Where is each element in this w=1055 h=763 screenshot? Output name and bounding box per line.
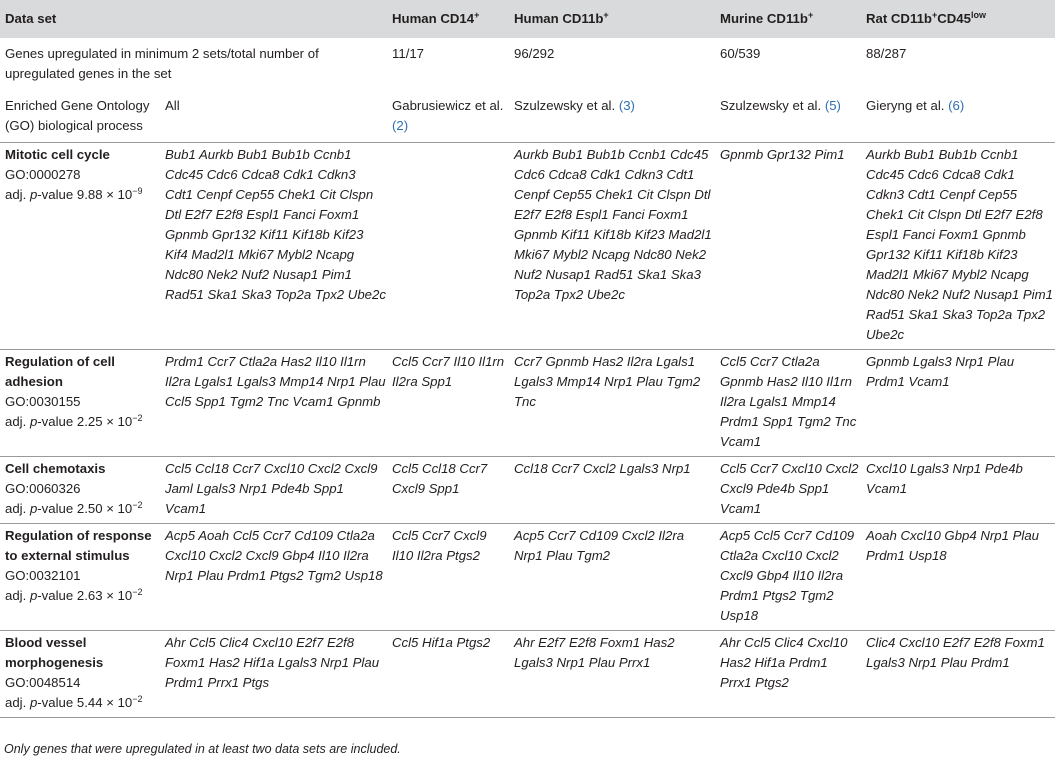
genes-rat: Aoah Cxcl10 Gbp4 Nrp1 Plau Prdm1 Usp18 <box>861 524 1055 631</box>
genes-count-rat: 88/287 <box>861 38 1055 90</box>
genes-murine-cd11b: Ccl5 Ccr7 Ctla2a Gpnmb Has2 Il10 Il1rn Il2ra Lgals1 Mmp14 Prdm1 Spp1 Tgm2 Tnc Vcam1 <box>715 350 861 457</box>
go-term-name: Blood vessel morphogenesis <box>5 635 104 670</box>
table-footnote: Only genes that were upregulated in at least two data sets are included. <box>4 742 401 756</box>
genes-human-cd14: Ccl5 Hif1a Ptgs2 <box>387 631 509 718</box>
adj-p-value: adj. p-value $2.25 \times 10^{-2}$ <box>5 413 143 429</box>
genes-rat: Aurkb Bub1 Bub1b Ccnb1 Cdc45 Cdc6 Cdca8 Cdk1 Cdkn3 Cdt1 Cenpf Cep55 Chek1 Cit Clspn Dtl E2f7 E2f8 Espl1 Fanci Foxm1 Gpnmb Gpr132 Kif11 Kif18b Kif23 Mad2l1 Mki67 Mybl2 Ncapg Ndc80 Nek2 Nuf2 Nusap1 Pim1 Rad51 Ska1 Ska3 Top2a Tpx2 Ube2c <box>861 143 1055 350</box>
go-term-row <box>0 350 1055 457</box>
reference-link[interactable]: (3) <box>618 98 635 113</box>
genes-murine-cd11b: Acp5 Ccl5 Ccr7 Cd109 Ctla2a Cxcl10 Cxcl2 Cxcl9 Gbp4 Il10 Il2ra Prdm1 Ptgs2 Tgm2 Usp18 <box>715 524 861 631</box>
go-source-rat: Gieryng et al. (6) <box>861 90 1055 143</box>
reference-link[interactable]: (5) <box>824 98 841 113</box>
genes-rat: Cxcl10 Lgals3 Nrp1 Pde4b Vcam1 <box>861 457 1055 524</box>
genes-count-human-cd11b: 96/292 <box>509 38 715 90</box>
adj-p-value: adj. p-value $5.44 \times 10^{-2}$ <box>5 694 143 710</box>
go-term-name: Regulation of cell adhesion <box>5 354 115 389</box>
genes-all: Ahr Ccl5 Clic4 Cxcl10 E2f7 E2f8 Foxm1 Has2 Hif1a Lgals3 Nrp1 Plau Prdm1 Prrx1 Ptgs <box>160 631 387 718</box>
go-term-row <box>0 524 1055 631</box>
genes-all: Ccl5 Ccl18 Ccr7 Cxcl10 Cxcl2 Cxcl9 Jaml Lgals3 Nrp1 Pde4b Spp1 Vcam1 <box>160 457 387 524</box>
genes-human-cd14: Ccl5 Ccr7 Il10 Il1rn Il2ra Spp1 <box>387 350 509 457</box>
genes-all: Prdm1 Ccr7 Ctla2a Has2 Il10 Il1rn Il2ra Lgals1 Lgals3 Mmp14 Nrp1 Plau Ccl5 Spp1 Tgm2 Tnc Vcam1 Gpnmb <box>160 350 387 457</box>
go-term-row <box>0 457 1055 524</box>
header-rat-cd11b-cd45low: Rat $CD11b^+CD45^{low}$ <box>866 10 986 26</box>
genes-all: Bub1 Aurkb Bub1 Bub1b Ccnb1 Cdc45 Cdc6 Cdca8 Cdk1 Cdkn3 Cdt1 Cenpf Cep55 Chek1 Cit Clspn Dtl E2f7 E2f8 Espl1 Fanci Foxm1 Gpnmb Gpr132 Kif11 Kif18b Kif23 Kif4 Mad2l1 Mki67 Mybl2 Ncapg Ndc80 Nek2 Nuf2 Nusap1 Pim1 Rad51 Ska1 Ska3 Top2a Tpx2 Ube2c <box>160 143 387 350</box>
genes-human-cd11b: Ahr E2f7 E2f8 Foxm1 Has2 Lgals3 Nrp1 Plau Prrx1 <box>509 631 715 718</box>
genes-count-murine-cd11b: 60/539 <box>715 38 861 90</box>
go-term-cell <box>0 631 160 718</box>
go-term-cell <box>0 457 160 524</box>
adj-p-value: adj. p-value $9.88 \times 10^{-9}$ <box>5 186 143 202</box>
header-all <box>160 0 387 38</box>
genes-human-cd11b: Ccl18 Ccr7 Cxcl2 Lgals3 Nrp1 <box>509 457 715 524</box>
adj-p-value: adj. p-value $2.50 \times 10^{-2}$ <box>5 500 143 516</box>
go-id: GO:0048514 <box>5 675 81 690</box>
genes-human-cd14 <box>387 143 509 350</box>
genes-count-row <box>0 38 1055 90</box>
header-human-cd14: Human CD14+ <box>392 10 480 26</box>
go-id: GO:0030155 <box>5 394 81 409</box>
header-data-set: Data set <box>5 11 57 26</box>
genes-rat: Gpnmb Lgals3 Nrp1 Plau Prdm1 Vcam1 <box>861 350 1055 457</box>
genes-all: Acp5 Aoah Ccl5 Ccr7 Cd109 Ctla2a Cxcl10 Cxcl2 Cxcl9 Gbp4 Il10 Il2ra Nrp1 Plau Prdm1 Ptgs2 Tgm2 Usp18 <box>160 524 387 631</box>
header-row <box>0 0 1055 38</box>
genes-count-label: Genes upregulated in minimum 2 sets/total number of upregulated genes in the set <box>0 38 387 90</box>
genes-human-cd11b: Acp5 Ccr7 Cd109 Cxcl2 Il2ra Nrp1 Plau Tgm2 <box>509 524 715 631</box>
genes-count-human-cd14: 11/17 <box>387 38 509 90</box>
go-term-name: Cell chemotaxis <box>5 461 106 476</box>
go-id: GO:0060326 <box>5 481 81 496</box>
genes-murine-cd11b: Ccl5 Ccr7 Cxcl10 Cxcl2 Cxcl9 Pde4b Spp1 Vcam1 <box>715 457 861 524</box>
go-source-murine-cd11b: Szulzewsky et al. (5) <box>715 90 861 143</box>
go-term-row <box>0 631 1055 718</box>
genes-murine-cd11b: Ahr Ccl5 Clic4 Cxcl10 Has2 Hif1a Prdm1 Prrx1 Ptgs2 <box>715 631 861 718</box>
go-term-cell <box>0 143 160 350</box>
go-term-name: Mitotic cell cycle <box>5 147 110 162</box>
go-id: GO:0000278 <box>5 167 81 182</box>
go-term-cell <box>0 524 160 631</box>
genes-human-cd11b: Ccr7 Gpnmb Has2 Il2ra Lgals1 Lgals3 Mmp14 Nrp1 Plau Tgm2 Tnc <box>509 350 715 457</box>
genes-rat: Clic4 Cxcl10 E2f7 E2f8 Foxm1 Lgals3 Nrp1 Plau Prdm1 <box>861 631 1055 718</box>
genes-murine-cd11b: Gpnmb Gpr132 Pim1 <box>715 143 861 350</box>
go-term-cell <box>0 350 160 457</box>
genes-human-cd11b: Aurkb Bub1 Bub1b Ccnb1 Cdc45 Cdc6 Cdca8 Cdk1 Cdkn3 Cdt1 Cenpf Cep55 Chek1 Cit Clspn Dtl E2f7 E2f8 Espl1 Fanci Foxm1 Gpnmb Kif11 Kif18b Kif23 Mad2l1 Mki67 Mybl2 Ncapg Ndc80 Nek2 Nuf2 Nusap1 Rad51 Ska1 Ska3 Top2a Tpx2 Ube2c <box>509 143 715 350</box>
go-term-name: Regulation of response to external stimulus <box>5 528 152 563</box>
header-murine-cd11b: Murine CD11b+ <box>720 10 814 26</box>
go-source-all: All <box>160 90 387 143</box>
go-source-label: Enriched Gene Ontology (GO) biological process <box>0 90 160 143</box>
go-source-human-cd11b: Szulzewsky et al. (3) <box>509 90 715 143</box>
genes-human-cd14: Ccl5 Ccl18 Ccr7 Cxcl9 Spp1 <box>387 457 509 524</box>
reference-link[interactable]: (2) <box>392 118 409 133</box>
reference-link[interactable]: (6) <box>948 98 965 113</box>
genes-human-cd14: Ccl5 Ccr7 Cxcl9 Il10 Il2ra Ptgs2 <box>387 524 509 631</box>
go-source-row <box>0 90 1055 143</box>
go-source-human-cd14: Gabrusiewicz et al. (2) <box>387 90 509 143</box>
header-human-cd11b: Human CD11b+ <box>514 10 609 26</box>
go-id: GO:0032101 <box>5 568 81 583</box>
go-term-row <box>0 143 1055 350</box>
adj-p-value: adj. p-value $2.63 \times 10^{-2}$ <box>5 587 143 603</box>
